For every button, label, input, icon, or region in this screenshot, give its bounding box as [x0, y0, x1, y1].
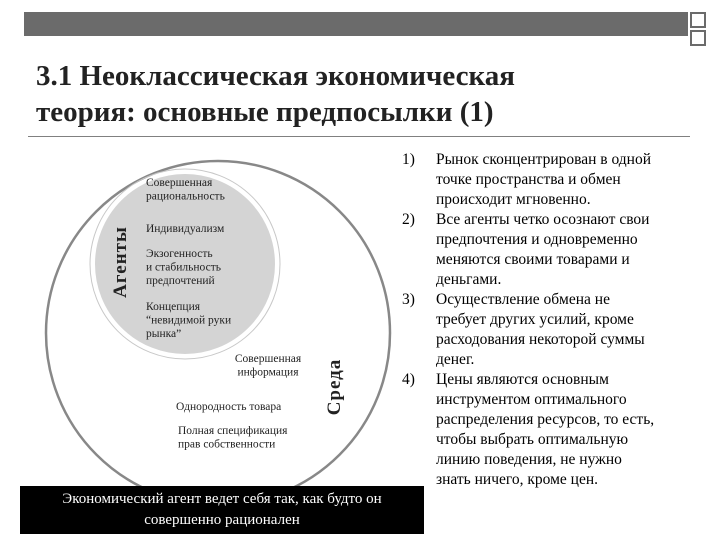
premise-text-line: денег.	[436, 351, 475, 368]
premise-text-line: требует других усилий, кроме	[436, 311, 634, 328]
agent-item-2-line-1: Индивидуализм	[146, 223, 225, 235]
premise-text-line: Цены являются основным	[436, 371, 609, 388]
agent-item-4-line-2: “невидимой руки	[146, 314, 232, 327]
banner-line-2: совершенно рационален	[144, 512, 300, 528]
environment-item-1-line-1: Совершенная	[234, 353, 302, 365]
premise-text-line: Осуществление обмена не	[436, 291, 610, 308]
title-line-2: теория: основные предпосылки (1)	[36, 96, 494, 128]
premise-text-line: происходит мгновенно.	[436, 191, 591, 208]
environment-item-3-line-1: Полная спецификация	[178, 425, 288, 437]
premise-text-line: Все агенты четко осознают свои	[436, 211, 650, 228]
premise-number: 4)	[402, 371, 415, 388]
premise-text-line: предпочтения и одновременно	[436, 231, 638, 248]
premise-item-1	[402, 150, 702, 210]
environment-item-1-line-2: информация	[237, 366, 299, 379]
premise-text-line: знать ничего, кроме цен.	[436, 471, 598, 488]
agent-item-1-line-1: Совершенная	[146, 177, 213, 189]
premise-text-line: Рынок сконцентрирован в одной	[436, 151, 652, 168]
agent-item-4-line-1: Концепция	[146, 301, 201, 313]
premise-item-3	[402, 290, 702, 370]
premise-item-4	[402, 370, 702, 490]
banner-line-1: Экономический агент ведет себя так, как будто он	[62, 491, 382, 507]
premise-text-line: линию поведения, не нужно	[436, 451, 622, 468]
premise-text-line: точке пространства и обмен	[436, 171, 621, 188]
premise-item-2	[402, 210, 702, 290]
premise-text-line: инструментом оптимального	[436, 391, 627, 408]
premises-list	[402, 150, 702, 490]
premise-number: 2)	[402, 211, 415, 228]
agent-item-3-line-3: предпочтений	[146, 275, 215, 287]
premise-number: 1)	[402, 151, 415, 168]
agents-label: Агенты	[110, 226, 131, 298]
agent-item-3-line-1: Экзогенность	[146, 248, 213, 260]
premise-text-line: деньгами.	[436, 271, 502, 288]
title-line-1: 3.1 Неоклассическая экономическая	[36, 60, 515, 92]
conclusion-banner	[20, 486, 424, 534]
premise-number: 3)	[402, 291, 415, 308]
agent-item-1-line-2: рациональность	[146, 190, 225, 203]
premise-text-line: меняются своими товарами и	[436, 251, 630, 268]
environment-item-3-line-2: прав собственности	[178, 438, 276, 451]
premise-text-line: распределения ресурсов, то есть,	[436, 411, 655, 428]
agent-item-3-line-2: и стабильность	[146, 261, 221, 274]
environment-item-2-line-1: Однородность товара	[176, 401, 282, 413]
environment-label: Среда	[324, 358, 345, 416]
agent-item-4-line-3: рынка”	[146, 328, 182, 340]
premise-text-line: расходования некоторой суммы	[436, 331, 645, 348]
premise-text-line: чтобы выбрать оптимальную	[436, 431, 629, 448]
